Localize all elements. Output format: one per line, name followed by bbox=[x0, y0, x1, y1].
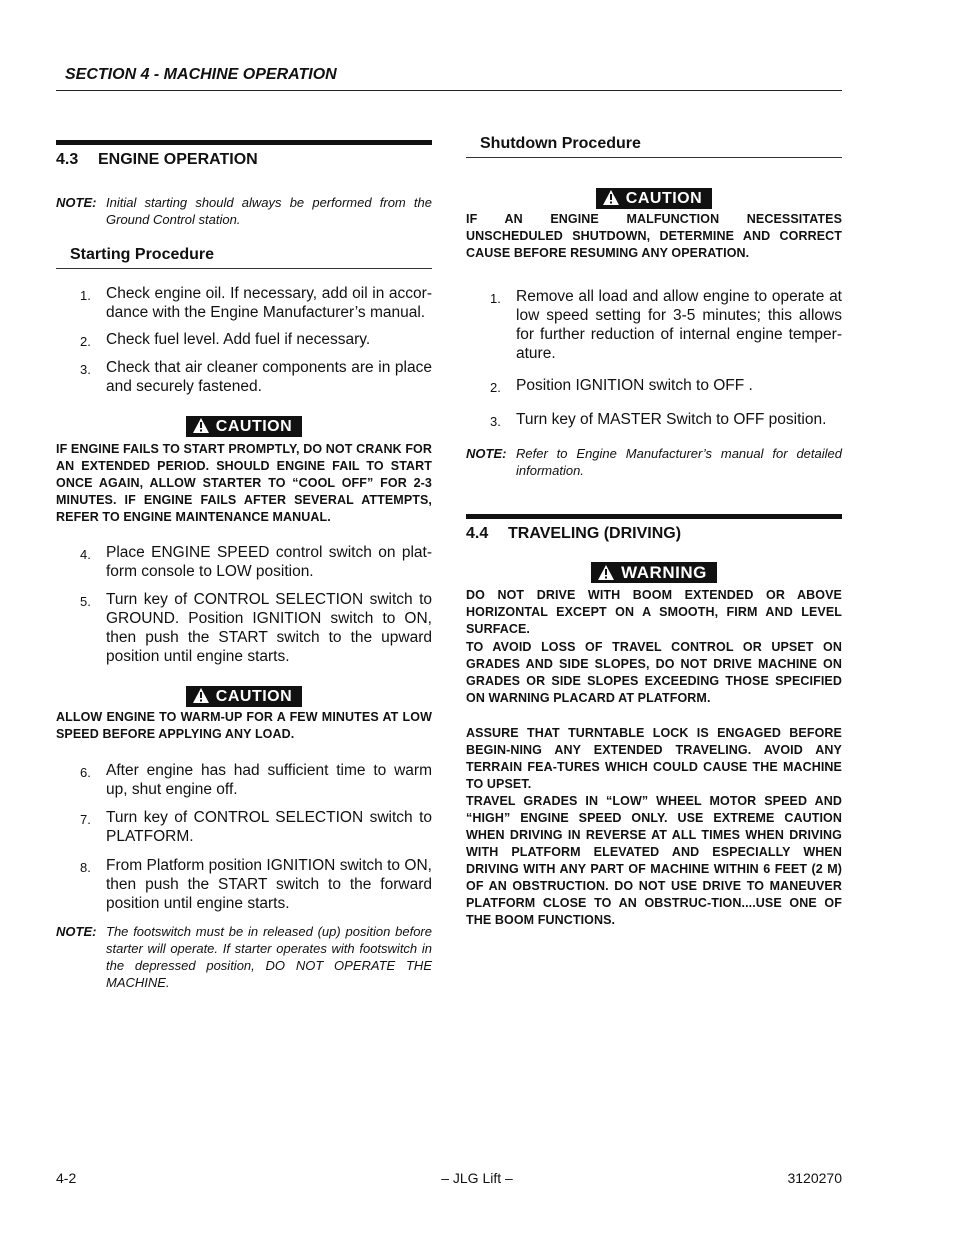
shutdown-step-2 bbox=[466, 376, 842, 397]
shutdown-step-1 bbox=[466, 287, 842, 363]
step-text: Check that air cleaner components are in place and securely fastened. bbox=[106, 359, 432, 395]
note-text: The footswitch must be in released (up) position before starter will operate. If starter operates with footswitch in the depressed position, DO NOT OPERATE THE MACHINE. bbox=[106, 924, 432, 990]
step-number: 3. bbox=[490, 414, 501, 429]
step-text: Place ENGINE SPEED control switch on plat-form console to LOW position. bbox=[106, 544, 432, 580]
step-7 bbox=[56, 808, 432, 846]
caution-text-1 bbox=[56, 441, 432, 526]
step-number: 8. bbox=[80, 860, 91, 875]
note-label: NOTE: bbox=[56, 924, 97, 939]
warning-triangle-icon bbox=[597, 564, 615, 581]
warning-paragraph-4 bbox=[466, 793, 842, 929]
subsection-title: Shutdown Procedure bbox=[466, 135, 842, 158]
step-number: 6. bbox=[80, 765, 91, 780]
caution-text-2 bbox=[56, 709, 432, 743]
step-number: 5. bbox=[80, 594, 91, 609]
step-text: Check fuel level. Add fuel if necessary. bbox=[106, 331, 371, 348]
footswitch-note bbox=[56, 923, 432, 991]
caution-label: CAUTION bbox=[215, 688, 293, 705]
shutdown-procedure-heading bbox=[466, 135, 842, 158]
step-8 bbox=[56, 856, 432, 913]
caution-text: IF AN ENGINE MALFUNCTION NECESSITATES UNSCHEDULED SHUTDOWN, DETERMINE AND CORRECT CAUSE BEFORE RESUMING ANY OPERATION. bbox=[466, 212, 842, 260]
step-text: Position IGNITION switch to OFF . bbox=[516, 377, 753, 394]
note-text: Refer to Engine Manufacturer’s manual for detailed information. bbox=[516, 446, 842, 478]
warning-paragraph-1 bbox=[466, 587, 842, 638]
step-number: 3. bbox=[80, 362, 91, 377]
step-text: Turn key of MASTER Switch to OFF position. bbox=[516, 411, 827, 428]
caution-label: CAUTION bbox=[625, 190, 703, 207]
caution-text: ALLOW ENGINE TO WARM-UP FOR A FEW MINUTES AT LOW SPEED BEFORE APPLYING ANY LOAD. bbox=[56, 710, 432, 741]
caution-badge bbox=[56, 686, 432, 708]
section-number: 4.3 bbox=[56, 151, 79, 168]
step-text: From Platform position IGNITION switch to ON, then push the START switch to the forward position until engine starts. bbox=[106, 857, 432, 912]
step-text: Remove all load and allow engine to operate at low speed setting for 3-5 minutes; this allows for further reduction of internal engine temper-ature. bbox=[516, 288, 842, 362]
shutdown-step-3 bbox=[466, 410, 842, 431]
caution-label: CAUTION bbox=[215, 418, 293, 435]
warning-paragraph-3 bbox=[466, 725, 842, 793]
warning-text: DO NOT DRIVE WITH BOOM EXTENDED OR ABOVE HORIZONTAL EXCEPT ON A SMOOTH, FIRM AND LEVEL SURFACE. bbox=[466, 588, 842, 636]
page-header bbox=[56, 64, 842, 91]
warning-paragraph-2 bbox=[466, 639, 842, 707]
step-number: 2. bbox=[490, 380, 501, 395]
page-number: 4-2 bbox=[56, 1170, 77, 1186]
shutdown-caution-text bbox=[466, 211, 842, 262]
warning-badge bbox=[466, 562, 842, 584]
section-4-4-title bbox=[466, 514, 842, 549]
step-number: 1. bbox=[490, 291, 501, 306]
note-label: NOTE: bbox=[466, 446, 507, 461]
step-text: Turn key of CONTROL SELECTION switch to PLATFORM. bbox=[106, 809, 432, 845]
warning-triangle-icon bbox=[602, 189, 620, 206]
step-number: 2. bbox=[80, 334, 91, 349]
manufacturer-manual-note bbox=[466, 445, 842, 479]
step-text: After engine has had sufficient time to warm up, shut engine off. bbox=[106, 762, 432, 798]
subsection-title: Starting Procedure bbox=[56, 246, 432, 269]
warning-text: TO AVOID LOSS OF TRAVEL CONTROL OR UPSET ON GRADES AND SIDE SLOPES, DO NOT DRIVE MACHINE ON GRADES OR SIDE SLOPES EXCEEDING THOSE SPECIFIED ON WARNING PLACARD AT PLATFORM. bbox=[466, 640, 842, 705]
footer-brand: – JLG Lift – bbox=[441, 1170, 513, 1186]
section-title: TRAVELING (DRIVING) bbox=[508, 525, 682, 542]
step-4 bbox=[56, 543, 432, 581]
step-1 bbox=[56, 284, 432, 322]
section-title: ENGINE OPERATION bbox=[98, 151, 258, 168]
warning-triangle-icon bbox=[192, 417, 210, 434]
step-number: 7. bbox=[80, 812, 91, 827]
caution-badge bbox=[56, 416, 432, 438]
warning-label: WARNING bbox=[621, 563, 707, 582]
step-6 bbox=[56, 761, 432, 799]
note-text: Initial starting should always be performed from the Ground Control station. bbox=[106, 195, 432, 227]
step-3 bbox=[56, 358, 432, 396]
document-number: 3120270 bbox=[787, 1170, 842, 1186]
step-number: 4. bbox=[80, 547, 91, 562]
note-label: NOTE: bbox=[56, 195, 97, 210]
section-heading: SECTION 4 - MACHINE OPERATION bbox=[65, 66, 337, 83]
step-text: Check engine oil. If necessary, add oil in accor-dance with the Engine Manufacturer’s manual. bbox=[106, 285, 432, 321]
caution-badge bbox=[466, 188, 842, 210]
step-2 bbox=[56, 330, 432, 351]
step-number: 1. bbox=[80, 288, 91, 303]
warning-triangle-icon bbox=[192, 687, 210, 704]
step-text: Turn key of CONTROL SELECTION switch to GROUND. Position IGNITION switch to ON, then push the START switch to the upward position until engine starts. bbox=[106, 591, 432, 665]
section-number: 4.4 bbox=[466, 525, 489, 542]
initial-start-note bbox=[56, 194, 432, 228]
caution-text: IF ENGINE FAILS TO START PROMPTLY, DO NOT CRANK FOR AN EXTENDED PERIOD. SHOULD ENGINE FAIL TO START ONCE AGAIN, ALLOW STARTER TO “COOL OFF” FOR 2-3 MINUTES. IF ENGINE FAILS AFTER SEVERAL ATTEMPTS, REFER TO ENGINE MAINTENANCE MANUAL. bbox=[56, 442, 432, 524]
warning-text: ASSURE THAT TURNTABLE LOCK IS ENGAGED BEFORE BEGIN-NING ANY EXTENDED TRAVELING. AVOID ANY TERRAIN FEA-TURES WHICH COULD CAUSE THE MACHINE TO UPSET. bbox=[466, 726, 842, 791]
warning-text: TRAVEL GRADES IN “LOW” WHEEL MOTOR SPEED AND “HIGH” ENGINE SPEED ONLY. USE EXTREME CAUTION WHEN DRIVING IN REVERSE AT ALL TIMES WHEN DRIVING WITH PLATFORM ELEVATED AND ESPECIALLY WHEN DRIVING WITH ANY PART OF MACHINE WITHIN 6 FEET (2 M) OF AN OBSTRUCTION. DO NOT USE DRIVE TO MANEUVER PLATFORM CLOSE TO AN OBSTRUC-TION....USE ONE OF THE BOOM FUNCTIONS. bbox=[466, 794, 842, 927]
step-5 bbox=[56, 590, 432, 666]
section-4-3-title bbox=[56, 140, 432, 175]
starting-procedure-heading bbox=[56, 246, 432, 269]
